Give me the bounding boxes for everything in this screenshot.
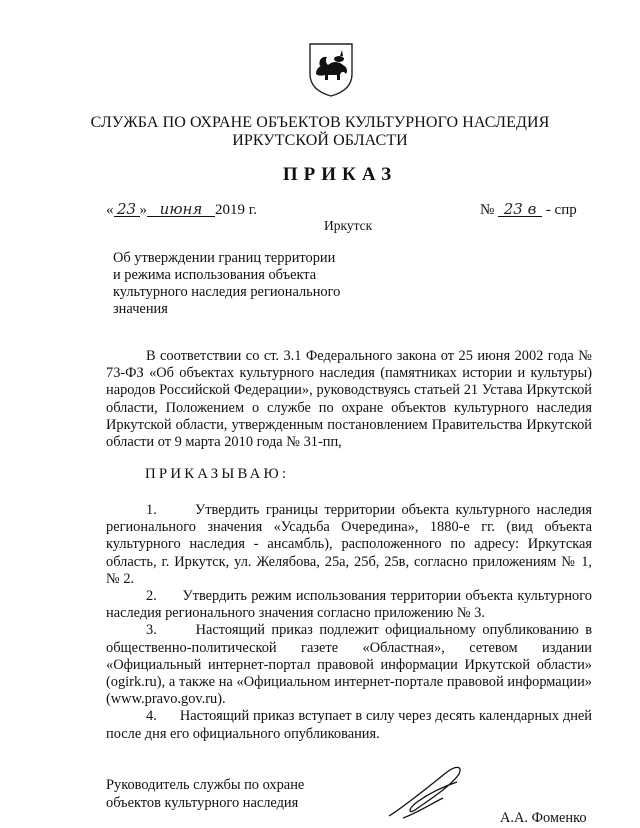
subject-line-2: и режима использования объекта [113,267,317,283]
item-number: 3. [146,622,157,639]
item-number: 1. [146,502,157,518]
document-number [480,202,577,219]
number-suffix: - спр [545,202,577,218]
signer-position-line-1: Руководитель службы по охране [106,777,305,793]
order-item [106,622,592,708]
date-month: июня [147,202,215,217]
item-text: Настоящий приказ подлежит официальному опубликованию в общественно-политической газете «Областная», сетевом издании «Официальный интернет-портал правовой информации Иркутской области» (ogirk.ru), а также на «Официальном интернет-портале правовой информации» (www.pravo.gov.ru). [106,622,592,708]
preamble-text: В соответствии со ст. 3.1 Федерального закона от 25 июня 2002 года № 73-ФЗ «Об объектах культурного наследия (памятниках истории и культуры) народов Российской Федерации», руководствуясь статьей 21 Устава Иркутской области, Положением о службе по охране объектов культурного наследия Иркутской области, утвержденным постановлением Правительства Иркутской области от 9 марта 2010 года № 31-пп, [106,348,592,451]
item-number: 4. [146,708,157,725]
item-number: 2. [146,588,157,605]
document-type: ПРИКАЗ [282,164,398,185]
subject-line-3: культурного наследия регионального [113,284,341,300]
document-subject [113,250,346,318]
item-text: Настоящий приказ вступает в силу через десять календарных дней после дня его официального опубликования. [106,708,592,742]
signature-block [106,776,342,812]
item-text: Утвердить границы территории объекта культурного наследия регионального значения «Усадьба Очередина», 1880-е гг. (вид объекта культурного наследия - ансамбль), расположенного по адресу: Иркутская область, г. Иркутск, ул. Желябова, 25а, 25б, 25в, согласно приложениям № 1, № 2. [106,502,593,587]
date-day: 23 [114,202,140,217]
item-text: Утвердить режим использования территории объекта культурного наследия регионального значения согласно приложению № 3. [106,588,592,622]
org-line-1: СЛУЖБА ПО ОХРАНЕ ОБЪЕКТОВ КУЛЬТУРНОГО НАСЛЕДИЯ [90,114,550,131]
coat-of-arms-icon [306,40,356,98]
subject-line-1: Об утверждении границ территории [113,250,336,266]
date-close-quote: » [139,202,147,218]
number-value: 23 в [498,202,542,217]
signer-name: А.А. Фоменко [500,810,587,826]
preamble [106,348,592,451]
date-open-quote: « [106,202,114,218]
order-item [106,588,592,622]
signer-position-line-2: объектов культурного наследия [106,795,299,811]
subject-line-4: значения [113,301,168,317]
date-line [106,202,257,219]
org-line-2: ИРКУТСКОЙ ОБЛАСТИ [232,132,408,149]
order-item [106,502,592,588]
number-prefix: № [480,202,495,218]
order-items [106,502,592,743]
date-year: 2019 г. [215,202,257,218]
organization-name [0,114,640,150]
order-item [106,708,592,742]
handwritten-signature [385,762,475,822]
city: Иркутск [324,218,373,233]
order-word: ПРИКАЗЫВАЮ: [145,466,290,482]
